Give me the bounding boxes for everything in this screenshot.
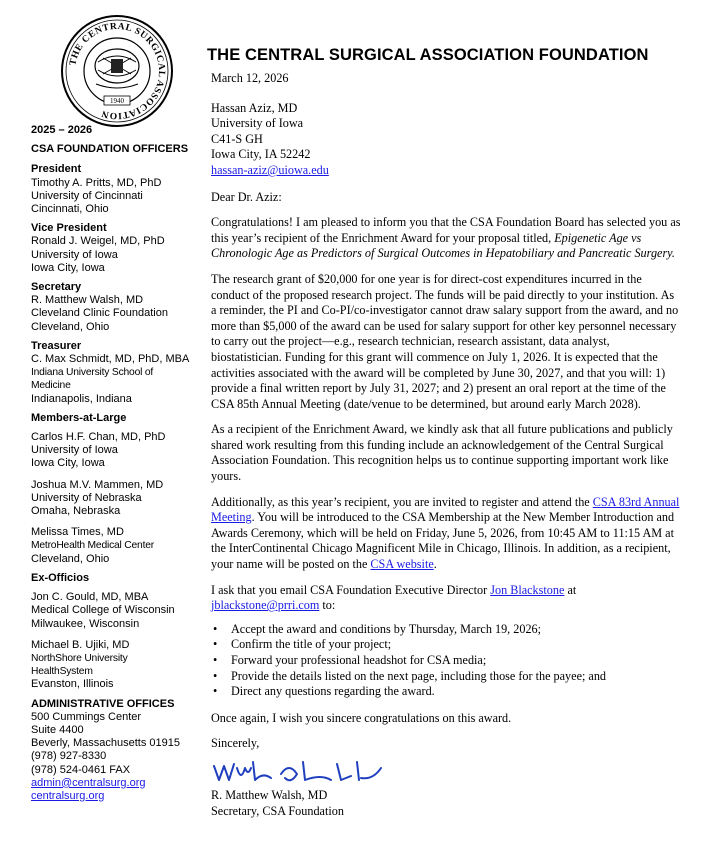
recipient-institution: University of Iowa [211,116,304,131]
paragraph-acknowledgement: As a recipient of the Enrichment Award, we kindly ask that all future publications and publicly shared work resulting from this funding include an acknowledgement of the Central Surgical Association Foundation. This recognition helps us to continue supporting important work like yours. [211,422,673,484]
secretary-institution: Cleveland Clinic Foundation [31,307,168,320]
members-at-large-title: Members-at-Large [31,411,127,424]
member-1-institution: University of Iowa [31,444,118,457]
member-2-city: Omaha, Nebraska [31,505,121,518]
treasurer-institution: Indiana University School of [31,367,154,379]
association-seal [58,12,176,130]
president-title: President [31,163,82,176]
signer-name: R. Matthew Walsh, MD [211,787,328,802]
ex-officio-2-institution: NorthShore University [31,652,128,664]
member-1-name: Carlos H.F. Chan, MD, PhD [31,431,166,444]
ex-officio-2-name: Michael B. Ujiki, MD [31,638,130,651]
member-3-institution: MetroHealth Medical Center [31,540,154,552]
signoff: Sincerely, [211,736,260,751]
treasurer-title: Treasurer [31,339,82,352]
paragraph-annual-meeting: Additionally, as this year’s recipient, you are invited to register and attend the CSA 83rd Annual Meeting. You will be introduced to the CSA Membership at the New Member Introduction and Awards Ceremony, which will be held on Friday, June 5, 2026, from 10:45 AM to 11:15 AM at the InterContinental Chicago Magnificent Mile in Chicago, Illinois. In addition, as a recipient, your name will be posted on the CSA website. [211,494,680,572]
recipient-city: Iowa City, IA 52242 [211,147,311,162]
member-3-city: Cleveland, Ohio [31,552,110,565]
admin-fax: (978) 524-0461 FAX [31,763,131,776]
recipient-address [211,101,681,179]
admin-address-3: Beverly, Massachusetts 01915 [31,737,180,750]
list-item: • Accept the award and conditions by Thursday, March 19, 2026; [213,621,542,636]
vice-president-city: Iowa City, Iowa [31,261,105,274]
letter-body [211,71,681,819]
vice-president-title: Vice President [31,222,107,235]
treasurer-city: Indianapolis, Indiana [31,392,132,405]
officers-term: 2025 – 2026 [31,124,93,136]
secretary-name: R. Matthew Walsh, MD [31,294,144,307]
paragraph-award-announcement: Congratulations! I am pleased to inform you that the CSA Foundation Board has selected you as this year’s recipient of the Enrichment Award for your proposal titled, Epigenetic Age vs Chronologic Age as Predictors of Surgical Outcomes in Hepatobiliary and Pancreatic Surgery. [211,215,681,261]
ex-officio-1-name: Jon C. Gould, MD, MBA [31,591,149,604]
closing-line: Once again, I wish you sincere congratulations on this award. [211,710,512,725]
csa-website-link[interactable]: CSA website [370,557,434,572]
list-item: • Confirm the title of your project; [213,637,392,652]
ex-officios-title: Ex-Officios [31,571,90,584]
seal-year: 1940 [110,97,124,105]
website-link[interactable]: centralsurg.org [31,789,105,802]
seal-ring-text: THE CENTRAL SURGICAL ASSOCIATION [68,21,167,121]
paragraph-email-request: I ask that you email CSA Foundation Executive Director Jon Blackstone at jblackstone@prri.com to: [211,582,577,613]
handwritten-signature [211,754,386,788]
project-title: Epigenetic Age vs Chronologic Age as Predictors of Surgical Outcomes in Hepatobiliary and Pancreatic Surgery. [211,230,675,261]
ex-officio-1-city: Milwaukee, Wisconsin [31,617,140,630]
admin-email-link[interactable]: admin@centralsurg.org [31,776,146,789]
member-3-name: Melissa Times, MD [31,526,124,539]
member-2-name: Joshua M.V. Mammen, MD [31,478,164,491]
director-name-link[interactable]: Jon Blackstone [490,582,565,597]
president-institution: University of Cincinnati [31,189,143,202]
president-city: Cincinnati, Ohio [31,203,109,216]
action-list [211,622,681,700]
letter-date: March 12, 2026 [211,71,289,85]
vice-president-name: Ronald J. Weigel, MD, PhD [31,235,165,248]
annual-meeting-link[interactable]: CSA 83rd Annual Meeting [211,494,680,525]
ex-officio-1-institution: Medical College of Wisconsin [31,604,175,617]
admin-phone: (978) 927-8330 [31,750,107,763]
treasurer-institution-cont: Medicine [31,380,71,392]
list-item: • Direct any questions regarding the award. [213,684,435,699]
letterhead-title: THE CENTRAL SURGICAL ASSOCIATION FOUNDATION [207,46,649,64]
admin-offices-title: ADMINISTRATIVE OFFICES [31,697,175,710]
president-name: Timothy A. Pritts, MD, PhD [31,176,162,189]
recipient-email-link[interactable]: hassan-aziz@uiowa.edu [211,162,329,177]
member-2-institution: University of Nebraska [31,491,142,504]
admin-address-1: 500 Cummings Center [31,710,142,723]
treasurer-name: C. Max Schmidt, MD, PhD, MBA [31,353,190,366]
officers-heading: CSA FOUNDATION OFFICERS [31,143,189,156]
list-item: • Provide the details listed on the next page, including those for the payee; and [213,668,607,683]
recipient-room: C41-S GH [211,131,263,146]
ex-officio-2-city: Evanston, Illinois [31,678,114,691]
secretary-title: Secretary [31,281,82,294]
signer-title: Secretary, CSA Foundation [211,803,344,818]
officers-sidebar [31,124,203,803]
admin-address-2: Suite 4400 [31,723,84,736]
vice-president-institution: University of Iowa [31,248,118,261]
director-email-link[interactable]: jblackstone@prri.com [211,598,320,613]
secretary-city: Cleveland, Ohio [31,320,110,333]
ex-officio-2-institution-cont: HealthSystem [31,666,93,678]
salutation: Dear Dr. Aziz: [211,189,282,204]
list-item: • Forward your professional headshot for CSA media; [213,653,487,667]
paragraph-grant-terms: The research grant of $20,000 for one year is for direct-cost expenditures incurred in the conduct of the proposed research project. The funds will be paid directly to your institution. As a reminder, the PI and Co-PI/co-investigator cannot draw salary support from the award, and no more than $5,000 of the award can be used for salary support for other key personnel necessary to carry out the project—e.g., research technician, research assistant, data analyst, biostatistician. Funding for this grant will commence on July 1, 2026. It is expected that the activities associated with the award will be completed by June 30, 2027, and that you will: 1) provide a final written report by July 31, 2027; and 2) present an oral report at the time of the CSA 85th Annual Meeting (date/venue to be determined, but around early March 2028). [211,271,679,411]
recipient-name: Hassan Aziz, MD [211,100,298,115]
member-1-city: Iowa City, Iowa [31,457,105,470]
